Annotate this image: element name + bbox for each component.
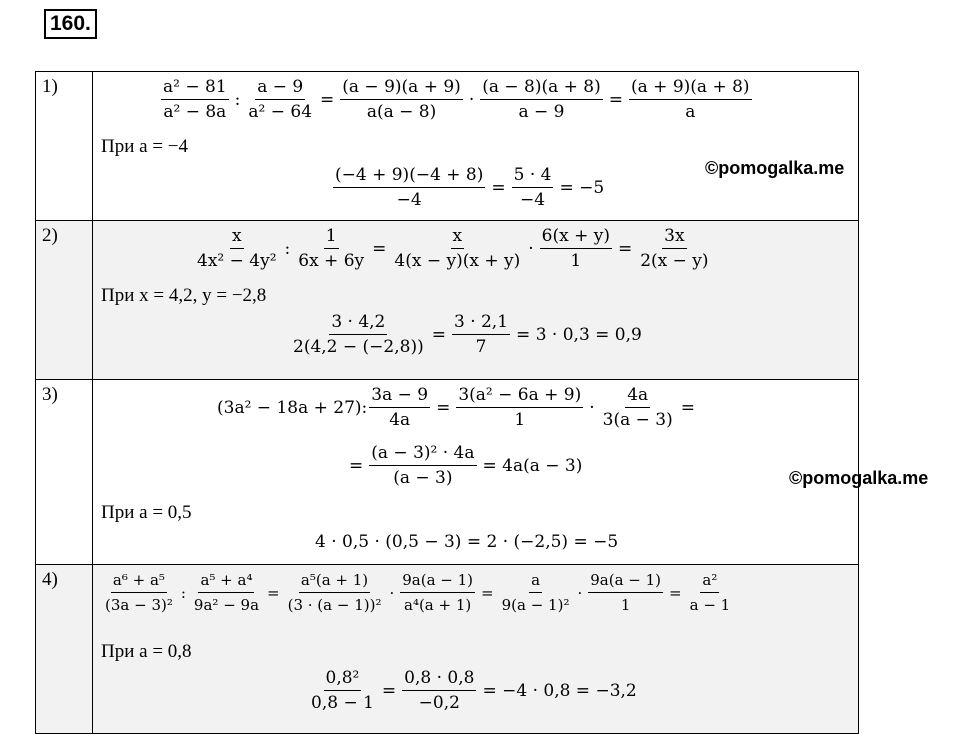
fraction: $\frac{9a(a - 1)}{\text{a⁴(a + 1)}}$ <box>402 571 474 614</box>
solution-row-2 <box>36 221 859 380</box>
expression-line: $\frac{\text{a⁶ + a⁵}}{\text{(3a − 3)²}}$ : $\frac{\text{a⁵ + a⁴}}{\text{9a² − 9a}}$ = $\frac{\text{a⁵(a + 1)}}{\text{(3 · (a − 1))²}}$ · $\frac{9a(a - 1)}{\text{a⁴(a + 1)}}$ = $\frac{a}{\text{9(a − 1)²}}$ · $\frac{9a(a - 1)}{1}$ = $\frac{\text{a²}}{a - 1}$ <box>105 571 731 614</box>
watermark-text: ©pomogalka.me <box>789 468 929 488</box>
solution-row-3 <box>36 380 859 565</box>
row-content <box>93 221 859 380</box>
fraction: $\frac{x}{\text{4x² − 4y²}}$ <box>197 226 277 271</box>
fraction: $\frac{x}{4(x - y)(x + y)}$ <box>394 226 521 271</box>
substitution-line: $\frac{3 \cdot 4,2}{2(4,2 - (-2,8))}$ = $\frac{3 \cdot 2,1}{7}$ = 3 · 0,3 = 0,9 <box>293 312 642 357</box>
fraction: $\frac{(a + 9)(a + 8)}{a}$ <box>631 77 750 122</box>
problem-number: 160. <box>44 9 97 39</box>
substitution-line: $\frac{(-4 + 9)(-4 + 8)}{-4}$ = $\frac{5 \cdot 4}{-4}$ = −5 <box>335 165 605 210</box>
row-index: 2) <box>36 221 93 380</box>
row-index: 3) <box>36 380 93 565</box>
simplification-line: = $\frac{\text{(a − 3)² · 4a}}{(a - 3)}$ = 4a(a − 3) <box>349 443 583 488</box>
row-content <box>93 380 929 565</box>
fraction: $\frac{(a - 9)(a + 9)}{a(a - 8)}$ <box>342 77 461 122</box>
row-content <box>93 565 859 734</box>
fraction: $\frac{9a(a - 1)}{1}$ <box>590 571 662 614</box>
fraction: $\frac{5 \cdot 4}{-4}$ <box>513 165 552 210</box>
row-index: 4) <box>36 565 93 734</box>
fraction: $\frac{3x}{2(x - y)}$ <box>640 226 709 271</box>
given-values: При a = −4 <box>101 136 189 157</box>
fraction: $\frac{1}{6x + 6y}$ <box>298 226 365 271</box>
fraction: $\frac{\text{(a − 3)² · 4a}}{(a - 3)}$ <box>371 443 475 488</box>
expression-line: (3a² − 18a + 27): $\frac{3a - 9}{4a}$ = $\frac{\text{3(a² − 6a + 9)}}{1}$ · $\frac{4a}{3(a - 3)}$ = <box>217 385 695 430</box>
substitution-line: $\frac{\text{0,8²}}{0,8 - 1}$ = $\frac{0,8 \cdot 0,8}{-0,2}$ = −4 · 0,8 = −3,2 <box>311 668 637 713</box>
fraction: $\frac{3a - 9}{4a}$ <box>371 385 429 430</box>
solution-row-1 <box>36 72 859 221</box>
fraction: $\frac{\text{a² − 81}}{\text{a² − 8a}}$ <box>163 77 227 122</box>
fraction: $\frac{0,8 \cdot 0,8}{-0,2}$ <box>404 668 475 713</box>
given-values: При x = 4,2, y = −2,8 <box>101 285 267 306</box>
fraction: $\frac{3 \cdot 2,1}{7}$ <box>453 312 509 357</box>
fraction: $\frac{(a - 8)(a + 8)}{a - 9}$ <box>482 77 601 122</box>
fraction: $\frac{(-4 + 9)(-4 + 8)}{-4}$ <box>335 165 484 210</box>
substitution-line: 4 · 0,5 · (0,5 − 3) = 2 · (−2,5) = −5 <box>315 532 619 552</box>
given-values: При a = 0,8 <box>101 641 192 662</box>
expression-line: $\frac{x}{\text{4x² − 4y²}}$ : $\frac{1}{6x + 6y}$ = $\frac{x}{4(x - y)(x + y)}$ · $\frac{6(x + y)}{1}$ = $\frac{3x}{2(x - y)}$ <box>197 226 709 271</box>
fraction: $\frac{4a}{3(a - 3)}$ <box>602 385 673 430</box>
fraction: $\frac{\text{a⁵ + a⁴}}{\text{9a² − 9a}}$ <box>193 571 260 614</box>
fraction: $\frac{\text{a⁶ + a⁵}}{\text{(3a − 3)²}}$ <box>105 571 173 614</box>
row-content <box>93 72 859 221</box>
watermark-text: ©pomogalka.me <box>705 158 845 178</box>
solution-row-4 <box>36 565 859 734</box>
fraction: $\frac{a - 9}{\text{a² − 64}}$ <box>248 77 313 122</box>
given-values: При a = 0,5 <box>101 502 192 523</box>
fraction: $\frac{a}{\text{9(a − 1)²}}$ <box>501 571 570 614</box>
fraction: $\frac{\text{3(a² − 6a + 9)}}{1}$ <box>458 385 582 430</box>
fraction: $\frac{\text{a²}}{a - 1}$ <box>689 571 731 614</box>
solution-table <box>35 71 929 734</box>
row-index: 1) <box>36 72 93 221</box>
fraction: $\frac{\text{0,8²}}{0,8 - 1}$ <box>311 668 374 713</box>
expression-line: $\frac{\text{a² − 81}}{\text{a² − 8a}}$ : $\frac{a - 9}{\text{a² − 64}}$ = $\frac{(a - 9)(a + 9)}{a(a - 8)}$ · $\frac{(a - 8)(a + 8)}{a - 9}$ = $\frac{(a + 9)(a + 8)}{a}$ <box>163 77 750 122</box>
fraction: $\frac{6(x + y)}{1}$ <box>541 226 610 271</box>
fraction: $\frac{\text{a⁵(a + 1)}}{\text{(3 · (a − 1))²}}$ <box>287 571 382 614</box>
fraction: $\frac{3 \cdot 4,2}{2(4,2 - (-2,8))}$ <box>293 312 424 357</box>
